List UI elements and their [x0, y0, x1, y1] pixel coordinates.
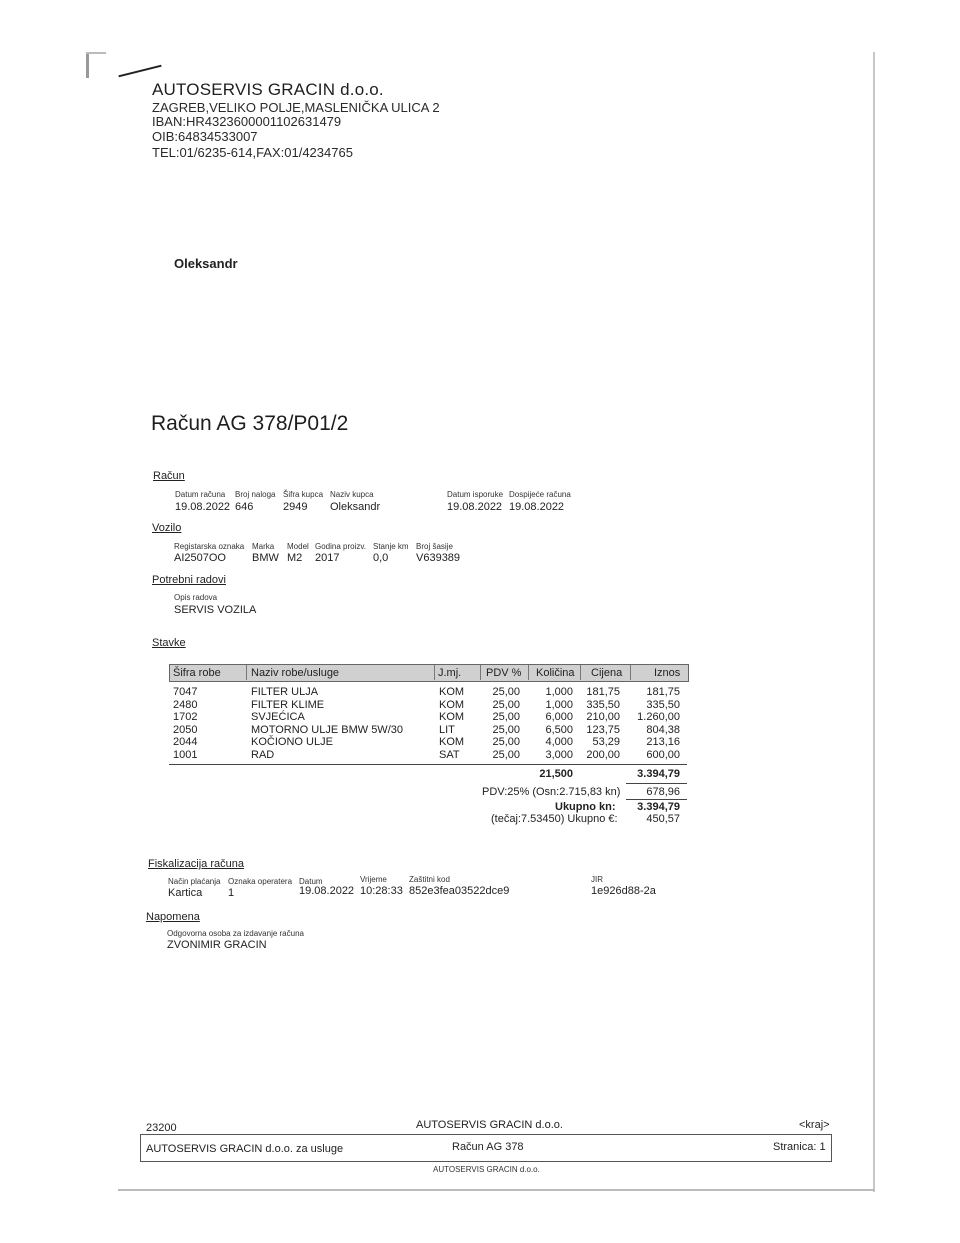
cell-naziv: MOTORNO ULJE BMW 5W/30	[251, 724, 403, 736]
scan-edge-right	[873, 52, 875, 1192]
ukupno-eur-label: (tečaj:7.53450) Ukupno €:	[491, 813, 618, 825]
cell-jm: LIT	[439, 724, 455, 736]
label-broj-naloga: Broj naloga	[235, 490, 276, 499]
cell-sifra: 1001	[173, 749, 198, 761]
col-separator	[580, 665, 581, 680]
col-separator	[246, 665, 247, 680]
col-separator	[480, 665, 481, 680]
footer-left: AUTOSERVIS GRACIN d.o.o. za usluge	[146, 1143, 344, 1155]
cell-pdv: 25,00	[492, 749, 520, 761]
col-pdv: PDV %	[486, 667, 522, 679]
col-separator	[528, 665, 529, 680]
cell-cijena: 181,75	[586, 686, 620, 698]
label-zastitni-kod: Zaštitni kod	[409, 875, 450, 884]
cell-cijena: 210,00	[586, 711, 620, 723]
section-napomena: Napomena	[146, 911, 200, 923]
pdv-divider	[626, 799, 687, 800]
company-tel: TEL:01/6235-614,FAX:01/4234765	[152, 145, 353, 160]
section-racun: Račun	[153, 470, 185, 482]
value-odgovorna-osoba: ZVONIMIR GRACIN	[167, 939, 267, 951]
col-iznos: Iznos	[654, 667, 681, 679]
label-jir: JIR	[591, 875, 603, 884]
table-total-divider	[169, 764, 687, 765]
pdv-value: 678,96	[646, 786, 680, 798]
value-marka: BMW	[252, 552, 279, 564]
section-vozilo: Vozilo	[152, 522, 182, 534]
footer-code: 23200	[146, 1122, 177, 1134]
cell-iznos: 804,38	[646, 724, 680, 736]
label-opis-radova: Opis radova	[174, 593, 218, 602]
cell-naziv: SVJEĆICA	[251, 711, 305, 723]
cell-kolicina: 1,000	[545, 686, 573, 698]
cell-kolicina: 6,000	[545, 711, 573, 723]
col-sifra-robe: Šifra robe	[173, 667, 221, 679]
cell-jm: SAT	[439, 749, 460, 761]
value-oznaka-operatera: 1	[228, 887, 235, 899]
ukupno-eur-value: 450,57	[646, 813, 680, 825]
company-iban: IBAN:HR4323600001102631479	[152, 114, 342, 129]
cell-cijena: 53,29	[592, 736, 620, 748]
label-datum-isporuke: Datum isporuke	[447, 490, 504, 499]
cell-sifra: 2050	[173, 724, 198, 736]
cell-iznos: 181,75	[646, 686, 680, 698]
value-opis-radova: SERVIS VOZILA	[174, 604, 257, 616]
label-model: Model	[287, 542, 309, 551]
value-godina: 2017	[315, 552, 340, 564]
company-address: ZAGREB,VELIKO POLJE,MASLENIČKA ULICA 2	[152, 100, 440, 115]
label-godina: Godina proizv.	[315, 542, 366, 551]
cell-jm: KOM	[439, 686, 465, 698]
value-stanje-km: 0,0	[373, 552, 389, 564]
scan-edge-left-mark	[86, 52, 89, 78]
col-naziv: Naziv robe/usluge	[251, 667, 340, 679]
cell-jm: KOM	[439, 699, 465, 711]
cell-iznos: 600,00	[646, 749, 680, 761]
cell-cijena: 200,00	[586, 749, 620, 761]
cell-kolicina: 1,000	[545, 699, 573, 711]
cell-naziv: FILTER KLIME	[251, 699, 325, 711]
value-broj-naloga: 646	[235, 501, 254, 513]
cell-jm: KOM	[439, 736, 465, 748]
cell-pdv: 25,00	[492, 724, 520, 736]
label-marka: Marka	[252, 542, 275, 551]
invoice-title: Račun AG 378/P01/2	[151, 412, 349, 435]
col-separator	[630, 665, 631, 680]
footer-center: Račun AG 378	[452, 1141, 524, 1153]
value-sasija: V639389	[416, 552, 461, 564]
value-datum-racuna: 19.08.2022	[175, 501, 231, 513]
cell-naziv: RAD	[251, 749, 275, 761]
value-registarska: AI2507OO	[174, 552, 226, 564]
value-jir: 1e926d88-2a	[591, 885, 656, 897]
label-odgovorna-osoba: Odgovorna osoba za izdavanje računa	[167, 929, 304, 938]
total-divider	[626, 783, 687, 784]
scan-edge-bottom	[118, 1189, 875, 1191]
cell-sifra: 2480	[173, 699, 198, 711]
col-cijena: Cijena	[591, 667, 623, 679]
cell-pdv: 25,00	[492, 736, 520, 748]
value-nacin-placanja: Kartica	[168, 887, 203, 899]
col-separator	[434, 665, 435, 680]
cell-kolicina: 4,000	[545, 736, 573, 748]
footer-kraj: <kraj>	[799, 1119, 830, 1131]
cell-pdv: 25,00	[492, 711, 520, 723]
value-zastitni-kod: 852e3fea03522dce9	[409, 885, 510, 897]
label-sasija: Broj šasije	[416, 542, 453, 551]
value-naziv-kupca: Oleksandr	[330, 501, 381, 513]
cell-jm: KOM	[439, 711, 465, 723]
cell-kolicina: 3,000	[545, 749, 573, 761]
cell-sifra: 7047	[173, 686, 198, 698]
label-datum-racuna: Datum računa	[175, 490, 226, 499]
col-kolicina: Količina	[536, 667, 575, 679]
ukupno-kn-value: 3.394,79	[637, 801, 680, 813]
cell-naziv: FILTER ULJA	[251, 686, 319, 698]
label-sifra-kupca: Šifra kupca	[283, 490, 324, 499]
label-vrijeme: Vrijeme	[360, 875, 387, 884]
cell-sifra: 2044	[173, 736, 198, 748]
cell-pdv: 25,00	[492, 686, 520, 698]
label-registarska: Registarska oznaka	[174, 542, 245, 551]
value-datum: 19.08.2022	[299, 885, 355, 897]
company-name: AUTOSERVIS GRACIN d.o.o.	[152, 80, 384, 99]
cell-iznos: 1.260,00	[637, 711, 680, 723]
footer-right: Stranica: 1	[773, 1141, 826, 1153]
ukupno-kn-label: Ukupno kn:	[555, 801, 616, 813]
col-jm: J.mj.	[438, 667, 462, 679]
section-stavke: Stavke	[152, 637, 186, 649]
total-kolicina: 21,500	[539, 768, 573, 780]
value-dospijece: 19.08.2022	[509, 501, 565, 513]
value-sifra-kupca: 2949	[283, 501, 308, 513]
label-oznaka-operatera: Oznaka operatera	[228, 877, 293, 886]
customer-name: Oleksandr	[174, 256, 238, 271]
cell-iznos: 213,16	[646, 736, 680, 748]
pdv-label: PDV:25% (Osn:2.715,83 kn)	[482, 786, 621, 798]
pen-stroke	[118, 65, 161, 78]
footer-bottom: AUTOSERVIS GRACIN d.o.o.	[433, 1165, 540, 1174]
section-fiskalizacija: Fiskalizacija računa	[148, 858, 244, 870]
label-nacin-placanja: Način plaćanja	[168, 877, 221, 886]
cell-cijena: 335,50	[586, 699, 620, 711]
section-radovi: Potrebni radovi	[152, 574, 226, 586]
cell-sifra: 1702	[173, 711, 198, 723]
label-naziv-kupca: Naziv kupca	[330, 490, 374, 499]
scan-edge-top-mark	[86, 52, 106, 54]
value-model: M2	[287, 552, 303, 564]
cell-pdv: 25,00	[492, 699, 520, 711]
cell-kolicina: 6,500	[545, 724, 573, 736]
label-datum: Datum	[299, 877, 323, 886]
label-dospijece: Dospijeće računa	[509, 490, 571, 499]
total-iznos: 3.394,79	[637, 768, 680, 780]
company-oib: OIB:64834533007	[152, 129, 258, 144]
cell-iznos: 335,50	[646, 699, 680, 711]
label-stanje-km: Stanje km	[373, 542, 409, 551]
cell-cijena: 123,75	[586, 724, 620, 736]
value-vrijeme: 10:28:33	[360, 885, 403, 897]
footer-company: AUTOSERVIS GRACIN d.o.o.	[416, 1119, 563, 1131]
cell-naziv: KOČIONO ULJE	[251, 736, 333, 748]
value-datum-isporuke: 19.08.2022	[447, 501, 503, 513]
